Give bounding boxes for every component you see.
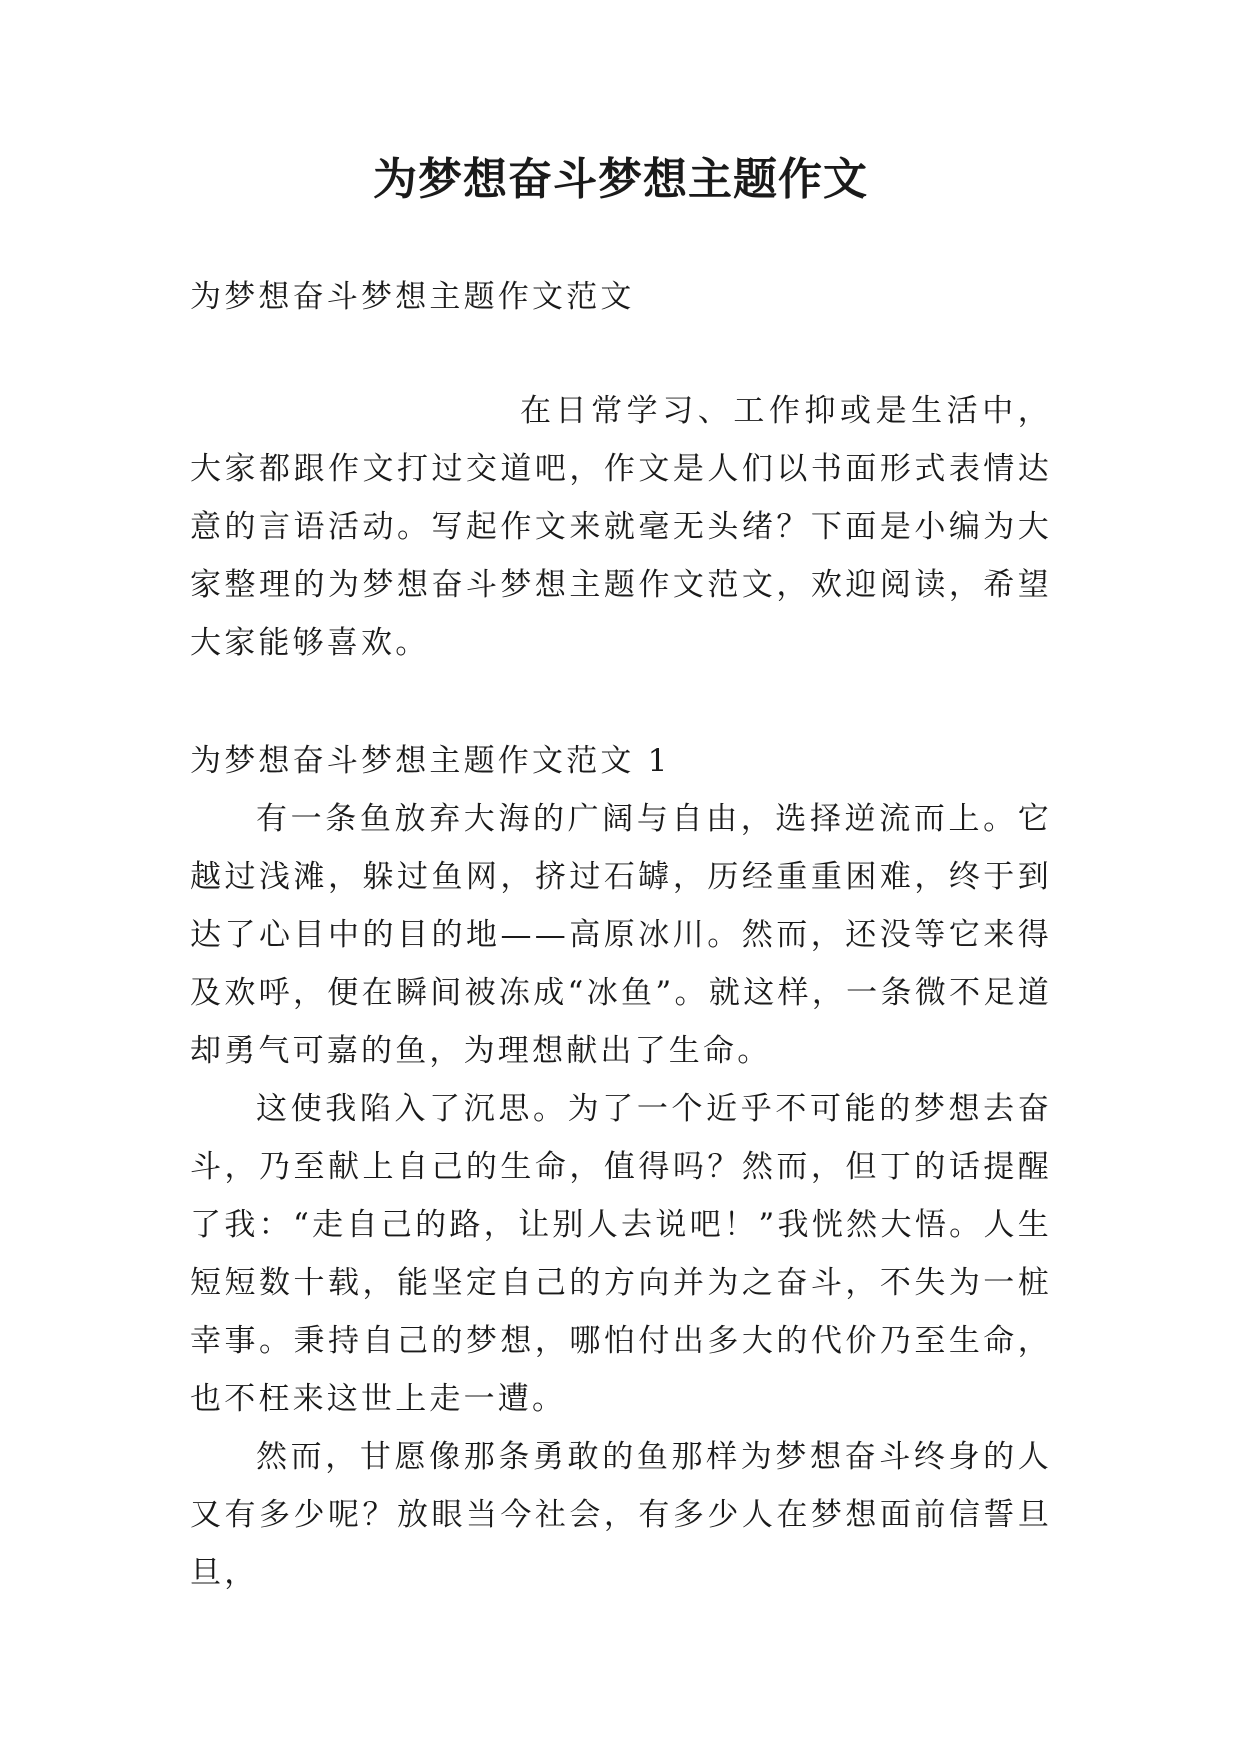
document-title: 为梦想奋斗梦想主题作文 [373,154,868,205]
document-body [190,268,1052,1602]
document-subtitle: 为梦想奋斗梦想主题作文范文 [190,279,635,315]
body-paragraph-1: 有一条鱼放弃大海的广阔与自由，选择逆流而上。它越过浅滩，躲过鱼网，挤过石罅，历经重重困难，终于到达了心目中的目的地——高原冰川。然而，还没等它来得及欢呼，便在瞬间被冻成“冰鱼”。就这样，一条微不足道却勇气可嘉的鱼，为理想献出了生命。 [190,801,1052,1069]
section-heading: 为梦想奋斗梦想主题作文范文 1 [190,743,671,779]
intro-paragraph: 在日常学习、工作抑或是生活中，大家都跟作文打过交道吧，作文是人们以书面形式表情达意的言语活动。写起作文来就毫无头绪？下面是小编为大家整理的为梦想奋斗梦想主题作文范文，欢迎阅读，希望大家能够喜欢。 [190,393,1052,661]
body-paragraph-2: 这使我陷入了沉思。为了一个近乎不可能的梦想去奋斗，乃至献上自己的生命，值得吗？然而，但丁的话提醒了我：“走自己的路，让别人去说吧！”我恍然大悟。人生短短数十载，能坚定自己的方向并为之奋斗，不失为一桩幸事。秉持自己的梦想，哪怕付出多大的代价乃至生命，也不枉来这世上走一遭。 [190,1091,1052,1417]
body-paragraph-3: 然而，甘愿像那条勇敢的鱼那样为梦想奋斗终身的人又有多少呢？放眼当今社会，有多少人在梦想面前信誓旦旦， [190,1439,1052,1591]
